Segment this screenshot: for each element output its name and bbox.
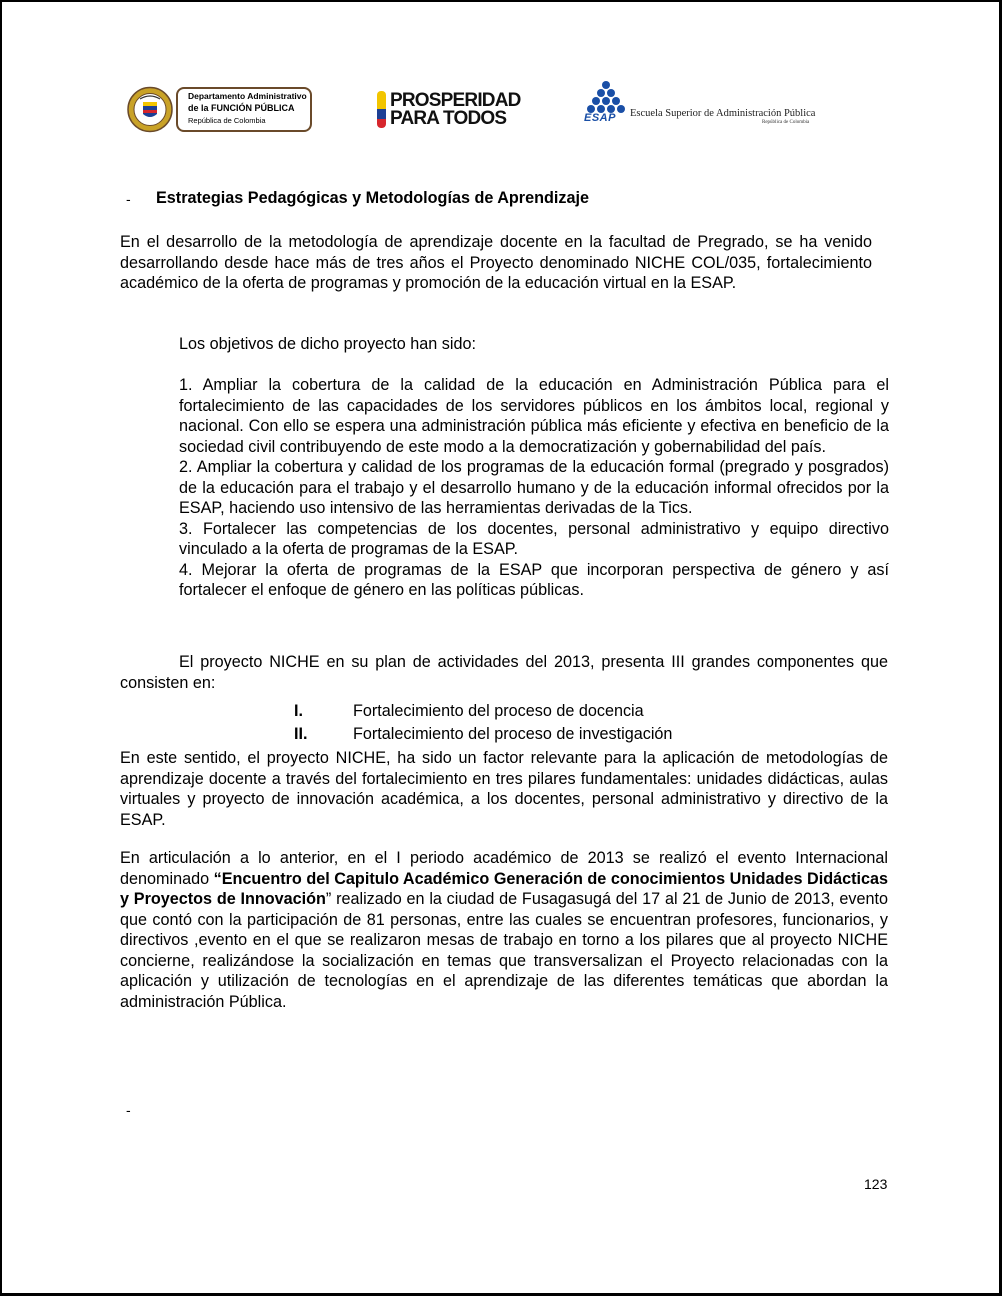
objectives-list [179,375,889,601]
prosperidad-logo [377,90,529,130]
intro-paragraph: En el desarrollo de la metodología de aprendizaje docente en la facultad de Pregrado, se ha venido desarrollando desde hace más de tres años el Proyecto denominado NICHE COL/035, fortalecimiento académico de la oferta de programas y promoción de la educación virtual en la ESAP. [120,233,872,292]
event-name: “Encuentro del Capitulo Académico Generación de conocimientos Unidades Didácticas y Proyectos de Innovación [120,869,888,908]
trailing-dash: - [126,1102,131,1118]
objectives-intro: Los objetivos de dicho proyecto han sido: [179,335,476,353]
funcion-publica-line2: de la FUNCIÓN PÚBLICA [188,103,295,113]
esap-dots-icon [582,80,630,114]
component-text: Fortalecimiento del proceso de investigación [353,725,673,743]
esap-logo [582,80,816,128]
articulacion-paragraph [120,848,888,1012]
funcion-publica-line1: Departamento Administrativo [188,91,307,101]
articulacion-text-before: En articulación a lo anterior, en el I periodo académico de 2013 se realizó el evento Internacional denominado [120,849,888,888]
esap-wordmark: ESAP [584,112,616,124]
sentido-paragraph: En este sentido, el proyecto NICHE, ha sido un factor relevante para la aplicación de metodologías de aprendizaje docente a través del fortalecimiento en tres pilares fundamentales: unidades didácticas, aulas virtuales y proyecto de innovación académica, a los docentes, personal administrativo y directivo de la ESAP. [120,749,888,829]
component-numeral: I. [294,702,303,720]
page-number: 123 [864,1176,888,1192]
prosperidad-line1: PROSPERIDAD [390,90,521,111]
flag-blue-stripe [377,109,386,119]
component-text: Fortalecimiento del proceso de docencia [353,702,644,720]
objective-item: 1. Ampliar la cobertura de la calidad de la educación en Administración Pública para el fortalecimiento de las capacidades de los servidores públicos en los ámbitos local, regional y nacional. Con ello se espera una administración pública más eficiente y efectiva en beneficio de la sociedad civil contribuyendo de este modo a la democratización y gobernabilidad del país. [179,376,889,456]
component-numeral: II. [294,725,308,743]
prosperidad-line2: PARA TODOS [390,108,507,129]
flag-yellow-stripe [377,91,386,109]
niche-paragraph: El proyecto NICHE en su plan de actividades del 2013, presenta III grandes componentes que consisten en: [120,653,888,692]
colombia-seal-icon [126,85,176,134]
objective-item: 3. Fortalecer las competencias de los docentes, personal administrativo y equipo directivo vinculado a la oferta de programas de la ESAP. [179,519,889,558]
objective-item: 2. Ampliar la cobertura y calidad de los programas de la educación formal (pregrado y posgrados) de la educación para el trabajo y el desarrollo humano y de la educación informal ofrecidos por la ESAP, haciendo uso intensivo de las herramientas derivadas de la Tics. [179,458,889,517]
esap-subtitle: República de Colombia [762,120,810,125]
flag-red-stripe [377,119,386,128]
section-dash: - [126,191,131,207]
esap-name: Escuela Superior de Administración Pública [630,108,816,119]
articulacion-text-after: ” realizado en la ciudad de Fusagasugá del 17 al 21 de Junio de 2013, evento que contó con la participación de 81 personas, entre las cuales se encuentran profesores, funcionarios, y directivos ,evento en el que se realizaron mesas de trabajo en torno a los pilares que al proyecto NICHE concierne, realizándose la socialización en temas que transversalizan el Proyecto relacionadas con la aplicación y utilización de tecnologías en el aprendizaje de las diferentes temáticas que abordan la administración Pública. [120,890,888,1011]
section-title: Estrategias Pedagógicas y Metodologías de Aprendizaje [156,189,589,207]
objective-item: 4. Mejorar la oferta de programas de la ESAP que incorporan perspectiva de género y así fortalecer el enfoque de género en las políticas públicas. [179,560,889,599]
funcion-publica-line3: República de Colombia [188,116,266,125]
funcion-publica-logo [126,85,314,134]
